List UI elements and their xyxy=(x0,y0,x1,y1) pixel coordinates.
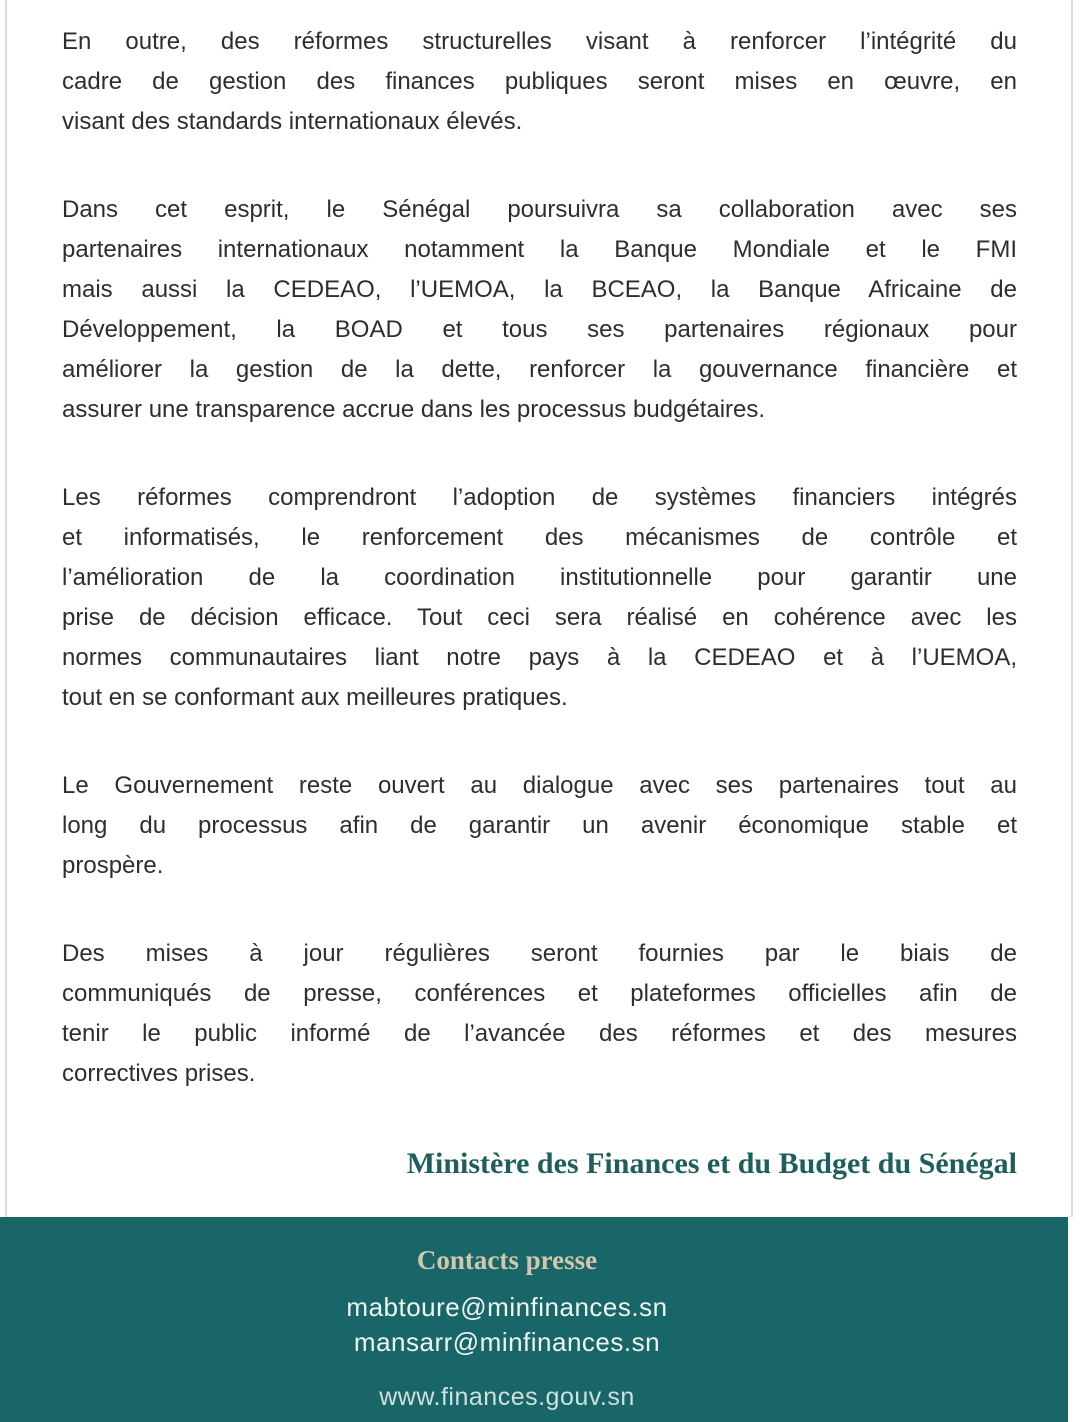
page-edge-line-left xyxy=(5,0,7,1217)
text-line: assurer une transparence accrue dans les processus budgétaires. xyxy=(62,396,766,423)
text-line: l’amélioration de la coordination institutionnelle pour garantir une xyxy=(62,564,1017,591)
press-email-2: mansarr@minfinances.sn xyxy=(353,1327,661,1357)
paragraph-3 xyxy=(62,478,1017,718)
text-line: normes communautaires liant notre pays à la CEDEAO et à l’UEMOA, xyxy=(62,644,1017,671)
text-line: améliorer la gestion de la dette, renforcer la gouvernance financière et xyxy=(62,356,1017,383)
text-line: En outre, des réformes structurelles visant à renforcer l’intégrité du xyxy=(62,28,1017,55)
ministry-signature: Ministère des Finances et du Budget du Sénégal xyxy=(406,1147,1017,1180)
text-line: correctives prises. xyxy=(62,1060,256,1087)
footer xyxy=(0,1217,1068,1422)
text-line: et informatisés, le renforcement des mécanismes de contrôle et xyxy=(62,524,1017,551)
text-line: Développement, la BOAD et tous ses partenaires régionaux pour xyxy=(62,316,1017,343)
text-line: Des mises à jour régulières seront fournies par le biais de xyxy=(62,940,1017,967)
text-line: communiqués de presse, conférences et plateformes officielles afin de xyxy=(62,980,1017,1007)
text-line: partenaires internationaux notamment la Banque Mondiale et le FMI xyxy=(62,236,1017,263)
text-line: Le Gouvernement reste ouvert au dialogue avec ses partenaires tout au xyxy=(62,772,1017,799)
paragraph-1 xyxy=(62,22,1017,142)
page-edge-line-right xyxy=(1071,0,1073,1217)
text-line: long du processus afin de garantir un avenir économique stable et xyxy=(62,812,1017,839)
text-line: tenir le public informé de l’avancée des réformes et des mesures xyxy=(62,1020,1017,1047)
contacts-presse-heading: Contacts presse xyxy=(416,1245,598,1275)
text-line: Dans cet esprit, le Sénégal poursuivra sa collaboration avec ses xyxy=(62,196,1017,223)
document-body xyxy=(62,22,1017,1186)
text-line: visant des standards internationaux élevés. xyxy=(62,108,523,135)
text-line: prospère. xyxy=(62,852,164,879)
paragraph-5 xyxy=(62,934,1017,1094)
text-line: cadre de gestion des finances publiques seront mises en œuvre, en xyxy=(62,68,1017,95)
text-line: mais aussi la CEDEAO, l’UEMOA, la BCEAO, la Banque Africaine de xyxy=(62,276,1017,303)
paragraph-2 xyxy=(62,190,1017,430)
text-line: prise de décision efficace. Tout ceci sera réalisé en cohérence avec les xyxy=(62,604,1017,631)
text-line: tout en se conformant aux meilleures pratiques. xyxy=(62,684,568,711)
press-email-1: mabtoure@minfinances.sn xyxy=(346,1292,668,1322)
text-line: Les réformes comprendront l’adoption de systèmes financiers intégrés xyxy=(62,484,1017,511)
website-url: www.finances.gouv.sn xyxy=(379,1383,635,1411)
paragraph-4 xyxy=(62,766,1017,886)
